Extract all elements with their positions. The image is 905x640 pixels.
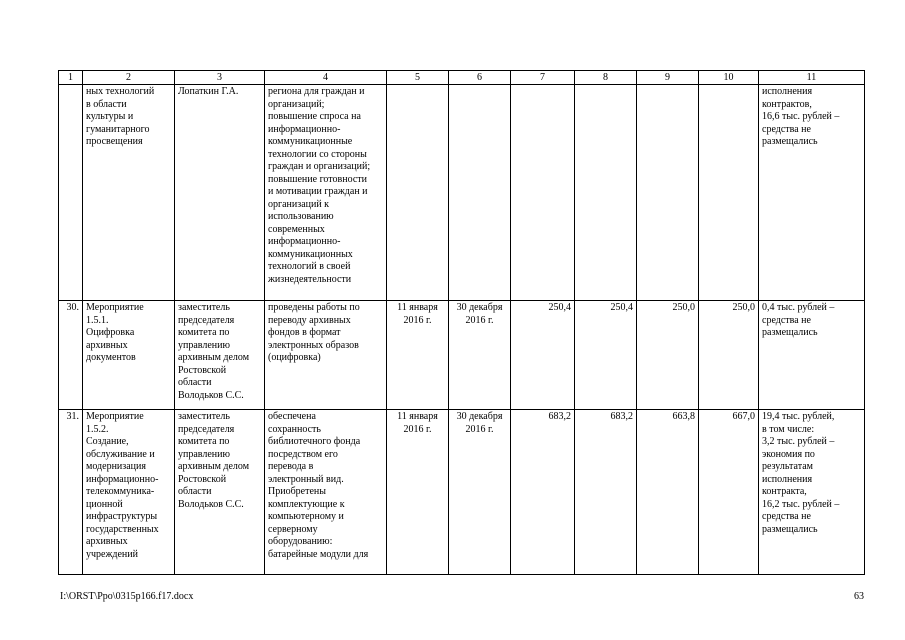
table-row xyxy=(59,85,865,301)
value-col10: 667,0 xyxy=(699,410,759,575)
value-col8 xyxy=(575,85,637,301)
row-number: 31. xyxy=(59,410,83,575)
value-col10: 250,0 xyxy=(699,301,759,410)
end-date: 30 декабря 2016 г. xyxy=(449,410,511,575)
value-col7 xyxy=(511,85,575,301)
value-col10 xyxy=(699,85,759,301)
report-table xyxy=(58,70,865,575)
start-date xyxy=(387,85,449,301)
table-header-row xyxy=(59,71,865,85)
column-header: 7 xyxy=(511,71,575,85)
result-description: обеспечена сохранность библиотечного фонда посредством его перевода в электронный вид. Приобретены комплектующие к компьютерному и серверному оборудованию: батарейные модули для xyxy=(265,410,387,575)
value-col9 xyxy=(637,85,699,301)
page-number: 63 xyxy=(854,591,864,602)
column-header: 9 xyxy=(637,71,699,85)
responsible-person: заместитель председателя комитета по управлению архивным делом Ростовской области Володьков С.С. xyxy=(175,301,265,410)
value-col8: 683,2 xyxy=(575,410,637,575)
event-name: ных технологий в области культуры и гуманитарного просвещения xyxy=(83,85,175,301)
table-row xyxy=(59,410,865,575)
result-description: региона для граждан и организаций; повышение спроса на информационно- коммуникационные технологии со стороны граждан и организаций; повышение готовности и мотивации граждан и организаций к использованию современных информационно- коммуникационных технологий в своей жизнедеятельности xyxy=(265,85,387,301)
column-header: 10 xyxy=(699,71,759,85)
table-row xyxy=(59,301,865,410)
row-number xyxy=(59,85,83,301)
event-name: Мероприятие 1.5.2. Создание, обслуживание и модернизация информационно- телекоммуника- ционной инфраструктуры государственных архивных учреждений xyxy=(83,410,175,575)
column-header: 1 xyxy=(59,71,83,85)
value-col7: 250,4 xyxy=(511,301,575,410)
responsible-person: Лопаткин Г.А. xyxy=(175,85,265,301)
end-date: 30 декабря 2016 г. xyxy=(449,301,511,410)
note: 0,4 тыс. рублей – средства не размещались xyxy=(759,301,865,410)
start-date: 11 января 2016 г. xyxy=(387,301,449,410)
column-header: 11 xyxy=(759,71,865,85)
column-header: 5 xyxy=(387,71,449,85)
row-number: 30. xyxy=(59,301,83,410)
column-header: 3 xyxy=(175,71,265,85)
column-header: 6 xyxy=(449,71,511,85)
start-date: 11 января 2016 г. xyxy=(387,410,449,575)
column-header: 4 xyxy=(265,71,387,85)
file-path: I:\ORST\Ppo\0315p166.f17.docx xyxy=(60,591,194,602)
value-col9: 250,0 xyxy=(637,301,699,410)
responsible-person: заместитель председателя комитета по управлению архивным делом Ростовской области Володьков С.С. xyxy=(175,410,265,575)
value-col7: 683,2 xyxy=(511,410,575,575)
result-description: проведены работы по переводу архивных фондов в формат электронных образов (оцифровка) xyxy=(265,301,387,410)
value-col9: 663,8 xyxy=(637,410,699,575)
note: 19,4 тыс. рублей, в том числе: 3,2 тыс. рублей – экономия по результатам исполнения контракта, 16,2 тыс. рублей – средства не размещались xyxy=(759,410,865,575)
event-name: Мероприятие 1.5.1. Оцифровка архивных документов xyxy=(83,301,175,410)
column-header: 2 xyxy=(83,71,175,85)
column-header: 8 xyxy=(575,71,637,85)
end-date xyxy=(449,85,511,301)
value-col8: 250,4 xyxy=(575,301,637,410)
note: исполнения контрактов, 16,6 тыс. рублей – средства не размещались xyxy=(759,85,865,301)
